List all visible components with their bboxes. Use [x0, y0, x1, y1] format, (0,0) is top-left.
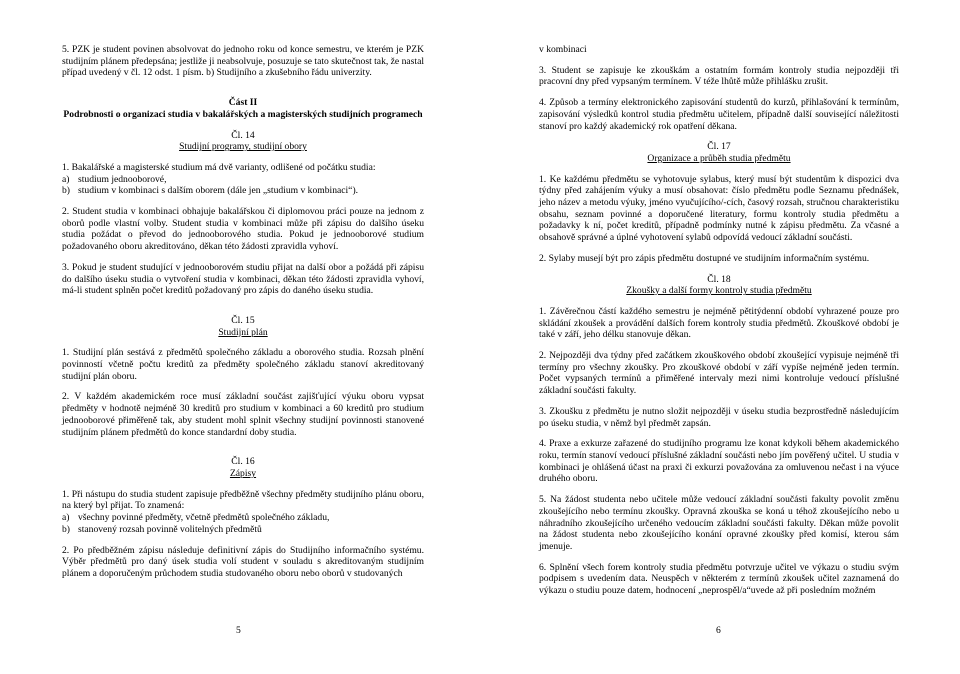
article-title: Organizace a průběh studia předmětu — [647, 152, 791, 164]
article-number: Čl. 14 — [231, 129, 255, 141]
part-title: Část II — [228, 97, 258, 109]
paragraph: 5. Na žádost studenta nebo učitele může vedoucí základní součásti fakulty povolit změnu zkoušejícího nebo termínu zkoušky. Opravná zkouška se koná u téhož zkoušejícího nebo u náhradního zkoušejícího určeného vedoucím základní součásti fakulty. Děkan může povolit na žádost studenta nebo zkoušejícího konání opravné zkoušky před komisí, kterou sám jmenuje. — [539, 494, 899, 552]
paragraph: 3. Zkoušku z předmětu je nutno složit nejpozději v úseku studia bezprostředně následujícím po úseku studia, v němž byl předmět zapsán. — [539, 405, 899, 429]
list-label: a) — [62, 173, 70, 185]
article-title: Zkoušky a další formy kontroly studia předmětu — [626, 285, 812, 297]
list-item — [62, 512, 424, 524]
paragraph: 1. Bakalářské a magisterské studium má dvě varianty, odlišené od počátku studia: — [62, 161, 376, 173]
list-item — [62, 174, 424, 186]
paragraph: 2. Nejpozději dva týdny před začátkem zkouškového období zkoušející vypisuje nejméně tři termíny pro všechny zkoušky. Pro zkouškové období v září vypíše nejméně jeden termín. Počet vypsaných termínů a přiměřené intervaly mezi nimi kontroluje vedoucí příslušné základní součásti fakulty. — [539, 350, 899, 397]
paragraph: 1. Ke každému předmětu se vyhotovuje sylabus, který musí být studentům k dispozici dva týdny před zahájením výuky a musí obsahovat: číslo předmětu podle Seznamu přednášek, jeho název a metodu výuky, jméno vyučujícího/-cích, časový rozsah, stručnou charakteristiku obsahu, seznam povinné a doporučené literatury, formu kontroly studia předmětu a požadavky k ní, počet kreditů, případně podmínky nutné k zápisu předmětu. Za včasné a obsahově správné a úplné vyhotovení sylabů odpovídá vedoucí základní součásti. — [539, 173, 899, 244]
paragraph: 2. V každém akademickém roce musí základní součást zajišťující výuku oboru vypsat předměty v hodnotě nejméně 30 kreditů pro studium v kombinaci a 60 kreditů pro studium jednooborové přiměřeně tak, aby student mohl splnit všechny studijní povinnosti stanovené studijním plánem předmětů do konce standardní doby studia. — [62, 391, 424, 438]
article-number: Čl. 15 — [231, 314, 255, 326]
part-subtitle: Podrobnosti o organizaci studia v bakalářských a magisterských studijních programech — [63, 108, 423, 120]
list-label: b) — [62, 185, 70, 197]
article-title: Zápisy — [229, 467, 257, 479]
article-number: Čl. 16 — [231, 456, 255, 468]
paragraph: 6. Splnění všech forem kontroly studia předmětu potvrzuje učitel ve výkazu o studiu svým podpisem s uvedením data. Neuspěch v některém z termínů zkoušek učitel zaznamená do výkazu o studiu pouze datem, hodnocení „neprospěl/a“uvede až při posledním možném — [539, 561, 899, 597]
list-text: studium v kombinaci s dalším oborem (dále jen „studium v kombinaci“). — [78, 185, 359, 197]
paragraph: 2. Po předběžném zápisu následuje definitivní zápis do Studijního informačního systému. Výběr předmětů pro daný úsek studia volí student v souladu s akreditovaným studijním plánem a doporučeným průchodem studia studovaného oboru nebo oborů v studovaných — [62, 544, 424, 579]
page-number: 6 — [716, 625, 721, 636]
paragraph: 2. Sylaby musejí být pro zápis předmětu dostupné ve studijním informačním systému. — [539, 252, 870, 264]
left-page-column — [62, 44, 424, 589]
list-text: studium jednooborové, — [78, 173, 167, 185]
right-page-column — [539, 44, 899, 606]
paragraph: 1. Závěrečnou částí každého semestru je nejméně pětitýdenní období vyhrazené pouze pro skládání zkoušek a provádění dalších forem kontroly studia předmětů. Zkouškové období je také v září, jeho délku stanovuje děkan. — [539, 305, 899, 341]
list-label: a) — [62, 512, 70, 524]
article-number: Čl. 18 — [707, 273, 731, 285]
paragraph: 3. Student se zapisuje ke zkouškám a ostatním formám kontroly studia nejpozději tři pracovní dny před vypsaným termínem. V téže lhůtě může přihlášku zrušit. — [539, 64, 899, 88]
paragraph: 3. Pokud je student studující v jednooborovém studiu přijat na další obor a požádá při zápisu do dalšího úseku studia o vytvoření studia v kombinaci, děkan této žádosti zpravidla vyhoví, má-li student splněn počet kreditů požadovaný pro zápis do daného úseku studia. — [62, 261, 424, 297]
paragraph: 1. Při nástupu do studia student zapisuje předběžně všechny předměty studijního plánu oboru, na který byl přijat. To znamená: — [62, 488, 424, 512]
paragraph: 2. Student studia v kombinaci obhajuje bakalářskou či diplomovou práci pouze na jednom z oborů podle vlastní volby. Student studia v kombinaci může při zápisu do dalšího úseku studia požádat o převod do jednooborového studia. Pokud je jednooborové studium požadovaného oboru akreditováno, děkan této žádosti zpravidla vyhoví. — [62, 206, 424, 253]
article-number: Čl. 17 — [707, 141, 731, 153]
list-item — [62, 185, 424, 197]
list-text: všechny povinné předměty, včetně předmětů společného základu, — [78, 512, 330, 524]
paragraph: v kombinaci — [539, 44, 587, 55]
paragraph: 4. Praxe a exkurze zařazené do studijního programu lze konat kdykoli během akademického roku, termín stanoví vedoucí příslušné základní součásti nebo jím pověřený učitel. U studia v kombinaci je ohlášená účast na praxi či exkurzi považována za omluvenou nečast i na výuce druhého oboru. — [539, 438, 899, 485]
paragraph: 5. PZK je student povinen absolvovat do jednoho roku od konce semestru, ve kterém je PZK studijním plánem předepsána; jestliže ji neabsolvuje, posuzuje se tato skutečnost tak, že nastal případ uvedený v čl. 12 odst. 1 písm. b) Studijního a zkušebního řádu univerzity. — [62, 44, 424, 79]
article-title: Studijní programy, studijní obory — [179, 141, 307, 153]
article-title: Studijní plán — [218, 326, 268, 338]
paragraph: 4. Způsob a termíny elektronického zapisování studentů do kurzů, přihlašování k termínům, zapisování výsledků kontrol studia předmětu učitelem, případně další související náležitosti stanoví pro každý akademický rok opatření děkana. — [539, 97, 899, 132]
list-label: b) — [62, 523, 70, 535]
list-item — [62, 524, 424, 536]
paragraph: 1. Studijní plán sestává z předmětů společného základu a oborového studia. Rozsah plnění povinností včetně počtu kreditů za předměty společného základu stanoví akreditovaný studijní plán oboru. — [62, 347, 424, 382]
list-text: stanovený rozsah povinně volitelných předmětů — [78, 523, 262, 535]
page-number: 5 — [236, 625, 241, 636]
